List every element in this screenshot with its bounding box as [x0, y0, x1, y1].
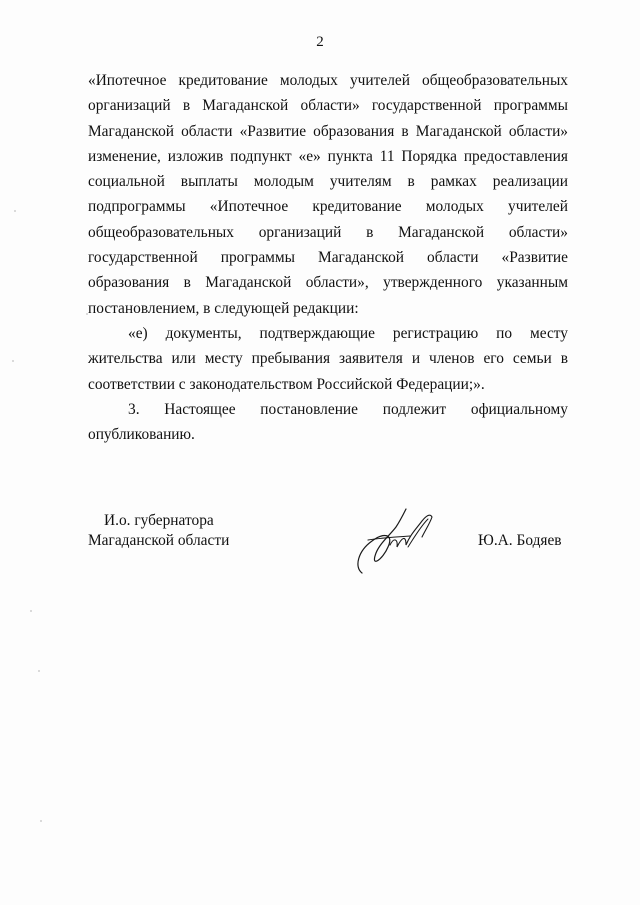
scan-speck — [38, 670, 40, 672]
signatory-title-line2: Магаданской области — [88, 532, 230, 549]
document-body — [88, 68, 568, 447]
scan-speck — [14, 210, 16, 212]
scan-speck — [40, 820, 42, 822]
scan-speck — [12, 360, 14, 362]
handwritten-signature — [350, 507, 445, 579]
signatory-title — [88, 511, 229, 551]
paragraph-quoted-subitem: «е) документы, подтверждающие регистрацию по месту жительства или месту пребывания заявителя и членов его семьи в соответствии с законодательством Российской Федерации;». — [88, 324, 568, 393]
scan-speck — [86, 313, 88, 315]
paragraph-amendment: «Ипотечное кредитование молодых учителей общеобразовательных организаций в Магаданской области» государственной программы Магаданской области «Развитие образования в Магаданской области» изменение, изложив подпункт «е» пункта 11 Порядка предоставления социальной выплаты молодым учителям в рамках реализации подпрограммы «Ипотечное кредитование молодых учителей общеобразовательных организаций в Магаданской области» государственной программы Магаданской области «Развитие образования в Магаданской области», утвержденного указанным постановлением, в следующей редакции: — [88, 72, 568, 317]
paragraph-publication: 3. Настоящее постановление подлежит официальному опубликованию. — [88, 400, 568, 444]
page-number: 2 — [316, 34, 324, 50]
signatory-name: Ю.А. Бодяев — [478, 532, 562, 549]
scan-speck — [30, 610, 32, 612]
signature-block — [0, 511, 640, 591]
signatory-title-line1: И.о. губернатора — [104, 512, 214, 529]
